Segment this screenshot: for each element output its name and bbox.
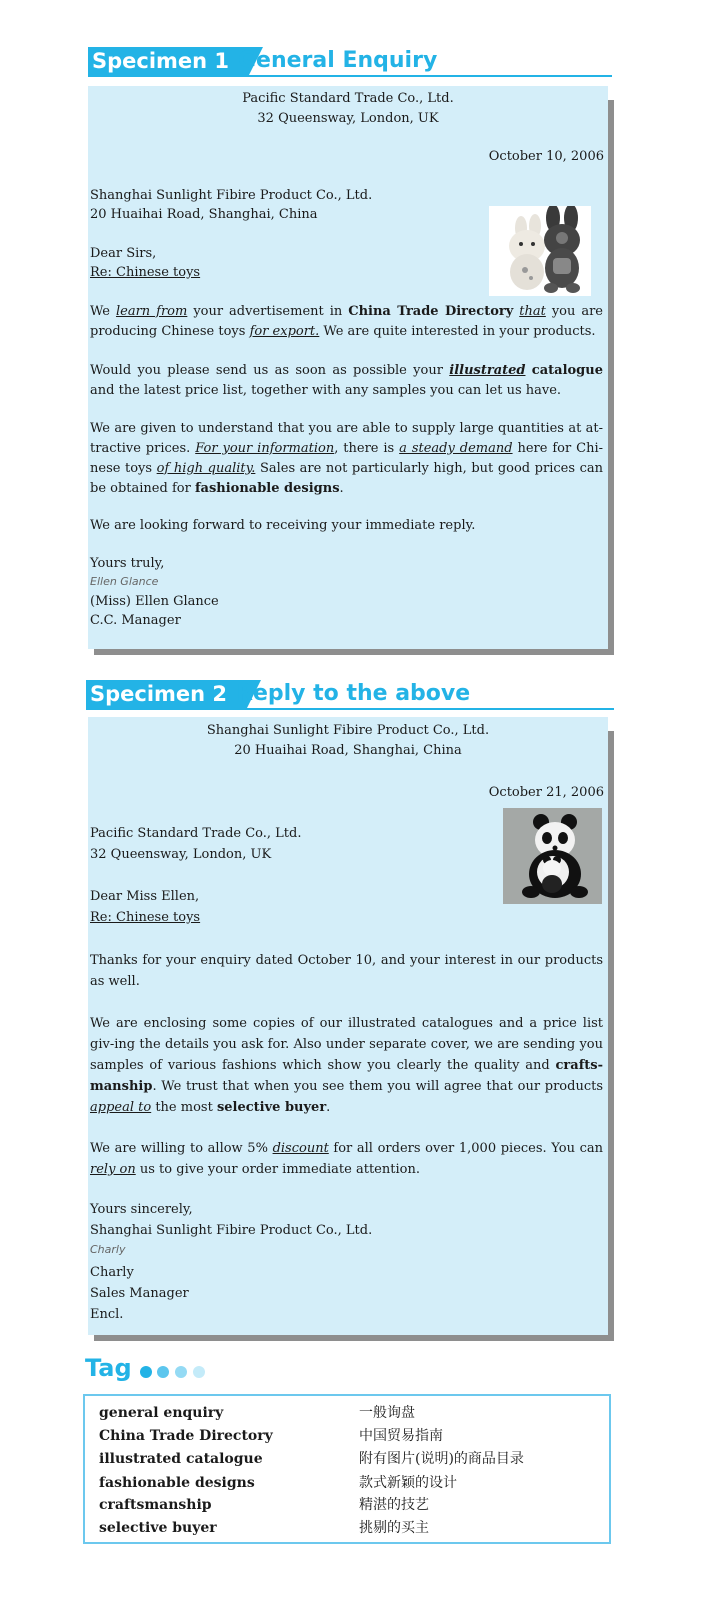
handwritten-signature: Ellen Glance	[90, 575, 159, 588]
text: , there is	[334, 441, 400, 456]
text: .	[339, 481, 344, 496]
closing: Yours sincerely,	[90, 1202, 193, 1217]
glossary-translation: 精湛的技艺	[359, 1497, 429, 1513]
specimen-2-tab: Specimen 2	[86, 680, 247, 708]
underlined-text: rely on	[90, 1162, 136, 1177]
letter-specimen-1	[88, 86, 608, 649]
divider	[88, 75, 612, 77]
glossary-term: fashionable designs	[99, 1475, 255, 1491]
bullet-dot-1	[140, 1366, 152, 1378]
glossary-row	[99, 1402, 599, 1425]
glossary-row	[99, 1425, 599, 1448]
tag-heading: Tag	[85, 1354, 132, 1382]
toy-panda-photo	[503, 808, 602, 904]
bold-term: catalogue	[531, 363, 603, 378]
glossary-translation: 附有图片(说明)的商品目录	[359, 1451, 524, 1467]
text: here for Chi-nese toys	[90, 441, 604, 476]
glossary-row	[99, 1494, 599, 1517]
bold-term: crafts-manship	[90, 1058, 603, 1094]
sender-company: Shanghai Sunlight Fibire Product Co., Ltd.	[206, 723, 490, 738]
paragraph-3	[90, 1138, 603, 1180]
paragraph-3	[90, 419, 603, 499]
enclosure-note: Encl.	[90, 1307, 124, 1322]
letter-date: October 21, 2006	[488, 785, 604, 800]
company-line: Shanghai Sunlight Fibire Product Co., Ltd.	[90, 1223, 373, 1238]
underlined-text: For your information	[195, 441, 335, 456]
sender-address: 20 Huaihai Road, Shanghai, China	[234, 743, 462, 758]
text: We are quite interested in your products.	[319, 324, 596, 339]
text: We	[90, 304, 116, 319]
text: We are willing to allow 5%	[90, 1141, 273, 1156]
underlined-text: that	[519, 304, 546, 319]
text: your advertisement in	[187, 304, 349, 319]
underlined-text: learn from	[115, 304, 188, 319]
text: Would you please send us as soon as possible your	[90, 363, 450, 378]
paragraph-4: We are looking forward to receiving your immediate reply.	[90, 518, 476, 533]
divider	[86, 708, 614, 710]
glossary-row	[99, 1448, 599, 1471]
glossary-translation: 一般询盘	[359, 1405, 415, 1421]
bold-term: selective buyer	[216, 1100, 327, 1115]
specimen-1-title: General Enquiry	[238, 48, 438, 73]
recipient-company: Shanghai Sunlight Fibire Product Co., Ltd.	[90, 188, 373, 203]
sender-address: 32 Queensway, London, UK	[257, 111, 439, 126]
text: for all orders over 1,000 pieces. You can	[328, 1141, 603, 1156]
bold-term: fashionable designs	[194, 481, 340, 496]
specimen-1-tab: Specimen 1	[88, 47, 249, 75]
letter-date: October 10, 2006	[488, 149, 604, 164]
tag-glossary-box	[83, 1394, 611, 1544]
subject-line	[90, 263, 200, 283]
glossary-term: craftsmanship	[99, 1497, 212, 1513]
glossary-row	[99, 1517, 599, 1540]
glossary-term: general enquiry	[99, 1405, 224, 1421]
letter-body	[88, 86, 608, 649]
salutation: Dear Miss Ellen,	[90, 889, 200, 904]
sender-company: Pacific Standard Trade Co., Ltd.	[242, 91, 454, 106]
text: you are producing Chinese toys	[90, 304, 603, 339]
bold-term: China Trade Directory	[348, 304, 514, 319]
signer-name: (Miss) Ellen Glance	[90, 594, 219, 609]
paragraph-1: Thanks for your enquiry dated October 10, and your interest in our products as well.	[90, 953, 603, 989]
glossary-translation: 挑剔的买主	[359, 1520, 429, 1536]
underlined-text: for export.	[249, 324, 320, 339]
recipient-address: 20 Huaihai Road, Shanghai, China	[90, 207, 318, 222]
specimen-2-header	[86, 680, 614, 710]
recipient-company: Pacific Standard Trade Co., Ltd.	[90, 826, 302, 841]
bullet-dot-3	[175, 1366, 187, 1378]
specimen-2-title: Reply to the above	[236, 681, 471, 706]
text: us to give your order immediate attention.	[135, 1162, 420, 1177]
glossary-translation: 款式新颖的设计	[359, 1475, 457, 1491]
text: We are enclosing some copies of our illustrated catalogues and a price list giv-ing the details you ask for. Also under separate cover, we are sending you samples of various fashions which show you clearly the quality and	[90, 1016, 603, 1073]
letter-body	[88, 717, 608, 1335]
glossary-translation: 中国贸易指南	[359, 1428, 443, 1444]
paragraph-2	[90, 361, 603, 401]
specimen-1-header	[88, 47, 612, 77]
signer-name: Charly	[90, 1265, 134, 1280]
subject-line	[90, 908, 200, 928]
bullet-dot-2	[157, 1366, 169, 1378]
signer-title: Sales Manager	[90, 1286, 189, 1301]
glossary-row	[99, 1472, 599, 1495]
text: and the latest price list, together with any samples you can let us have.	[90, 383, 562, 398]
recipient-address: 32 Queensway, London, UK	[90, 847, 272, 862]
paragraph-2	[90, 1013, 603, 1118]
glossary-term: selective buyer	[99, 1520, 217, 1536]
glossary-term: illustrated catalogue	[99, 1451, 263, 1467]
bullet-dot-4	[193, 1366, 205, 1378]
text: .	[326, 1100, 331, 1115]
subject-text: Re: Chinese toys	[90, 910, 201, 925]
paragraph-1	[90, 302, 603, 342]
letter-specimen-2	[88, 717, 608, 1335]
toy-bunnies-photo	[489, 206, 591, 296]
glossary-term: China Trade Directory	[99, 1428, 273, 1444]
underlined-text: discount	[272, 1141, 329, 1156]
closing: Yours truly,	[90, 556, 165, 571]
underlined-text: a steady demand	[399, 441, 513, 456]
subject-text: Re: Chinese toys	[90, 265, 201, 280]
text: We are given to understand that you are able to supply large quantities at at-tractive prices.	[90, 421, 603, 456]
underlined-text: of high quality.	[156, 461, 256, 476]
text: . We trust that when you see them you will agree that our products	[152, 1079, 603, 1094]
text: Sales are not particularly high, but good prices can be obtained for	[90, 461, 603, 496]
handwritten-signature: Charly	[90, 1243, 126, 1256]
salutation: Dear Sirs,	[90, 246, 157, 261]
signer-title: C.C. Manager	[90, 613, 181, 628]
underlined-bold-term: illustrated	[449, 363, 526, 378]
text: the most	[151, 1100, 217, 1115]
underlined-text: appeal to	[90, 1100, 152, 1115]
